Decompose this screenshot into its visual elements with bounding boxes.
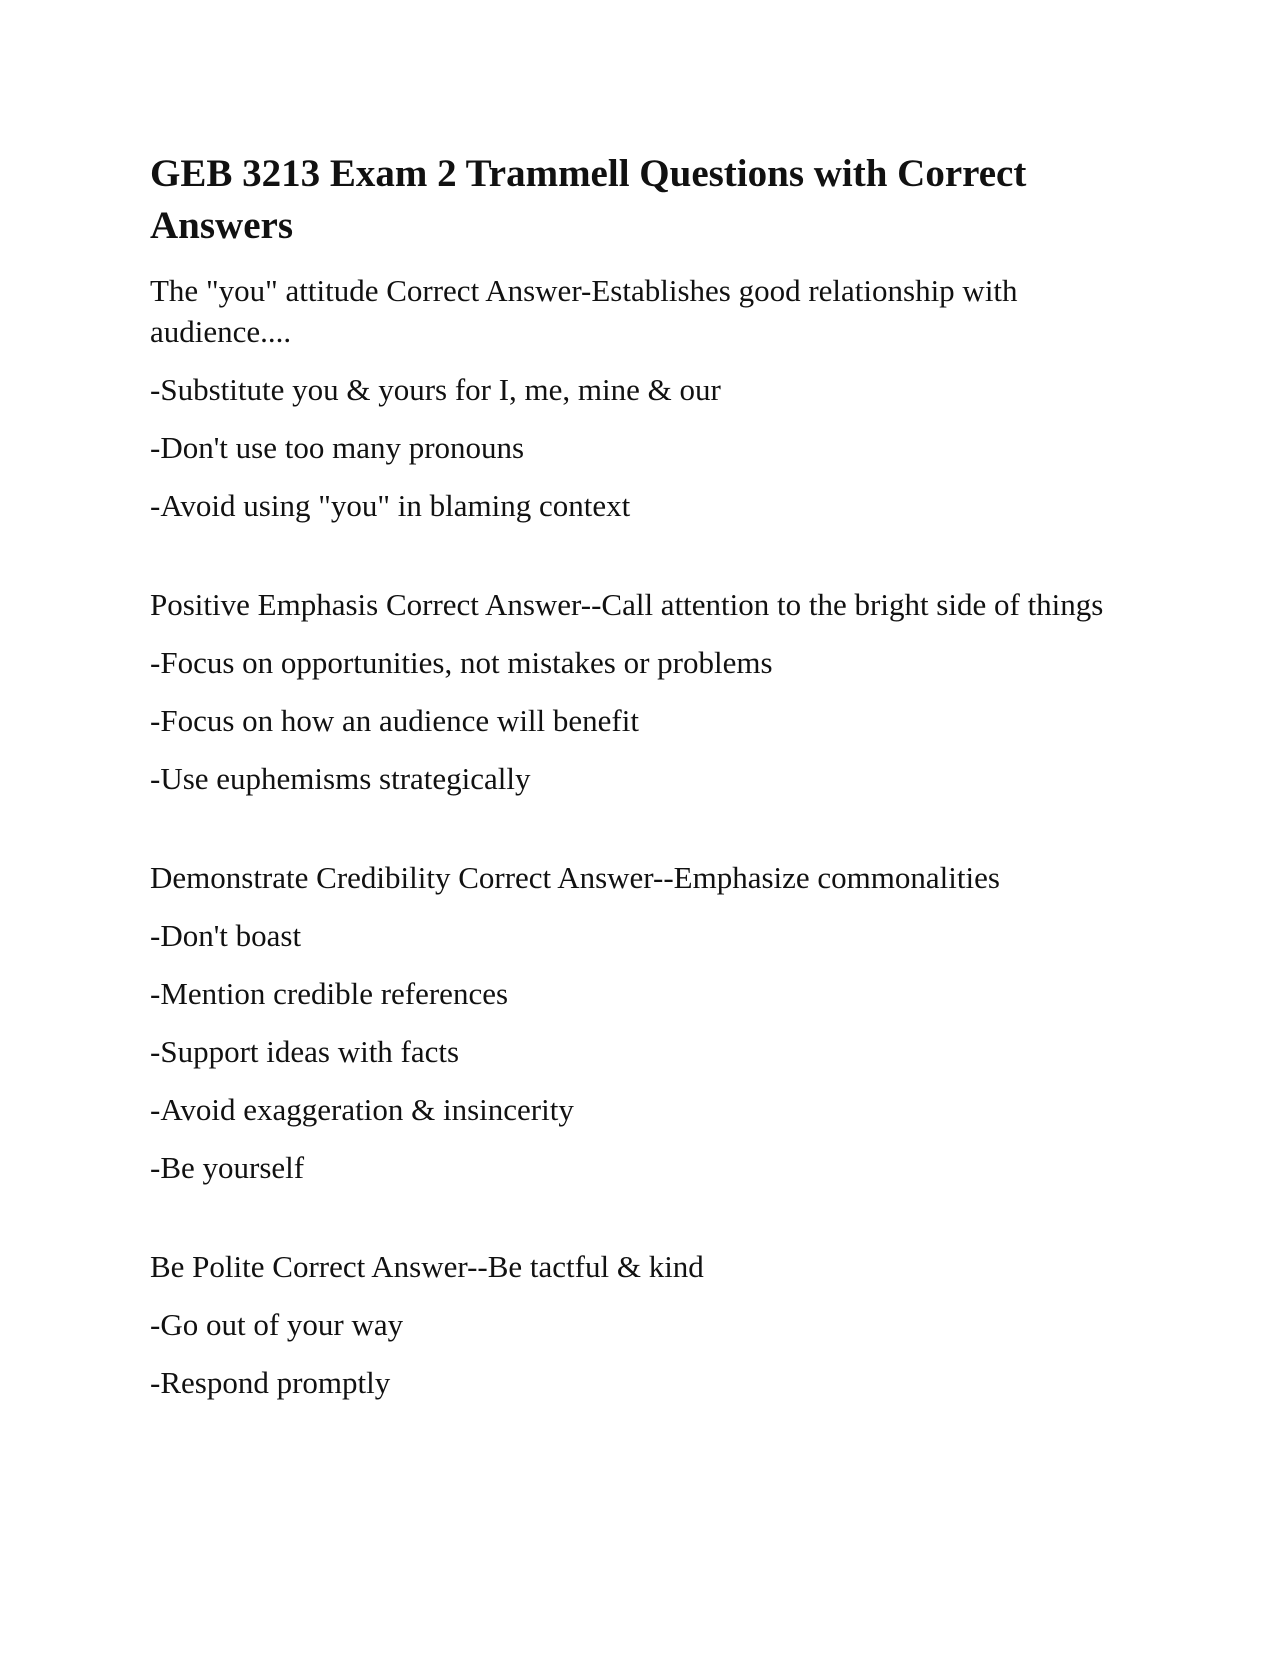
qa-section-be-polite <box>150 1246 1130 1403</box>
answer-point: -Be yourself <box>150 1150 305 1185</box>
qa-section-you-attitude <box>150 270 1130 526</box>
answer-point: -Go out of your way <box>150 1307 404 1342</box>
answer-point: -Avoid exaggeration & insincerity <box>150 1092 574 1127</box>
question-answer: Be Polite Correct Answer--Be tactful & kind <box>150 1249 704 1284</box>
answer-point: -Focus on opportunities, not mistakes or problems <box>150 645 773 680</box>
answer-point: -Focus on how an audience will benefit <box>150 703 639 738</box>
answer-point: -Don't boast <box>150 918 302 953</box>
question-answer: Positive Emphasis Correct Answer--Call attention to the bright side of things <box>150 587 1104 622</box>
answer-point: -Substitute you & yours for I, me, mine & our <box>150 372 721 407</box>
answer-point: -Mention credible references <box>150 976 509 1011</box>
answer-point: -Use euphemisms strategically <box>150 761 531 796</box>
answer-point: -Respond promptly <box>150 1365 391 1400</box>
answer-point: -Avoid using "you" in blaming context <box>150 488 631 523</box>
qa-section-positive-emphasis <box>150 584 1130 799</box>
qa-section-demonstrate-credibility <box>150 857 1130 1188</box>
question-answer: Demonstrate Credibility Correct Answer--Emphasize commonalities <box>150 860 1000 895</box>
answer-point: -Don't use too many pronouns <box>150 430 525 465</box>
answer-point: -Support ideas with facts <box>150 1034 460 1069</box>
document-title: GEB 3213 Exam 2 Trammell Questions with Correct Answers <box>150 152 1027 247</box>
document-content <box>150 148 1130 1420</box>
question-answer: The "you" attitude Correct Answer-Establishes good relationship with audience.... <box>150 273 1018 349</box>
